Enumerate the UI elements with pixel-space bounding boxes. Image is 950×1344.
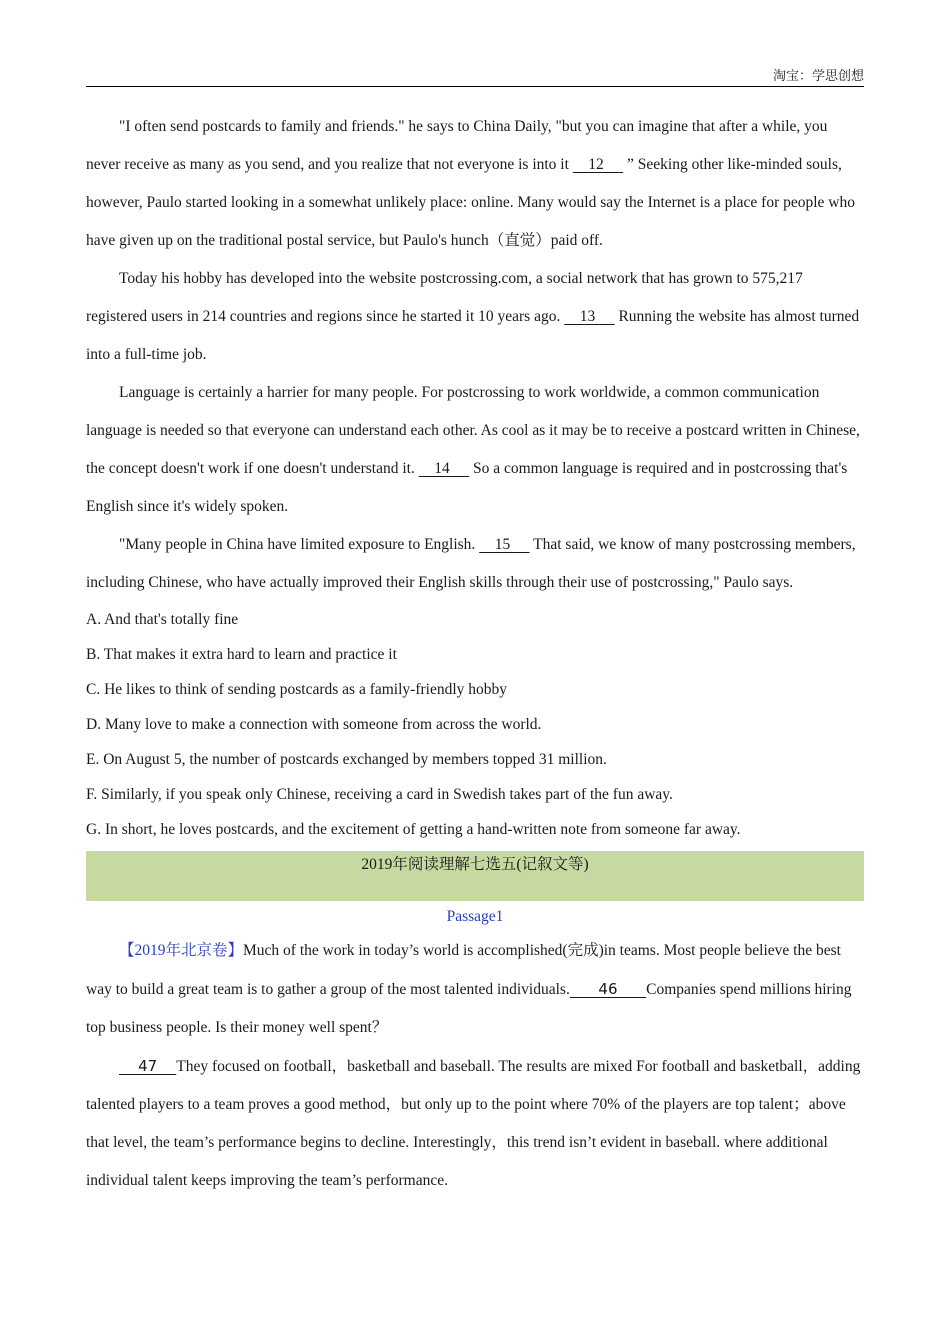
blank-13: 13: [564, 308, 615, 325]
document-body: [86, 108, 864, 1200]
paragraph-4: [86, 526, 864, 602]
paragraph-text: Much of the work in today’s world is accomplished(完成)in teams. Most people believe the best way to build a great team is to gather a group of the most talented individuals.: [86, 942, 841, 998]
blank-15: 15: [479, 536, 530, 553]
paragraph-text: Companies spend millions hiring top business people. Is their money well spent？: [86, 981, 852, 1036]
paragraph-text: Running the website has almost turned into a full-time job.: [86, 308, 860, 363]
paragraph-text: Today his hobby has developed into the website postcrossing.com, a social network that has grown to 575,217 registered users in 214 countries and regions since he started it 10 years ago.: [86, 270, 803, 325]
blank-12: 12: [572, 156, 624, 173]
page-header: [86, 66, 864, 87]
option-g: G. In short, he loves postcards, and the excitement of getting a hand-written note from someone far away.: [86, 821, 741, 838]
paragraph-2: [86, 260, 864, 374]
option-d: D. Many love to make a connection with someone from across the world.: [86, 716, 542, 733]
option-a: A. And that's totally fine: [86, 611, 239, 628]
option-c: C. He likes to think of sending postcards as a family-friendly hobby: [86, 681, 508, 698]
paragraph-text: "I often send postcards to family and friends." he says to China Daily, "but you can imagine that after a while, you never receive as many as you send, and you realize that not everyone is into it: [86, 118, 828, 173]
options-list: [86, 602, 864, 847]
option-f: F. Similarly, if you speak only Chinese, receiving a card in Swedish takes part of the fun away.: [86, 786, 673, 803]
paragraph-text: ” Seeking other like-minded souls, however, Paulo started looking in a somewhat unlikely place: online. Many would say the Internet is a place for people who have given up on the traditional postal service, but Paulo's hunch（直觉）paid off.: [86, 156, 856, 249]
paragraph-text: "Many people in China have limited exposure to English.: [119, 536, 480, 553]
blank-47: 47: [119, 1057, 177, 1075]
header-text: 淘宝：学思创想: [772, 68, 864, 83]
passage-paragraph-2: [86, 1047, 864, 1200]
banner-title: 2019年阅读理解七选五(记叙文等): [361, 856, 589, 873]
section-banner: [86, 851, 864, 901]
option-b: B. That makes it extra hard to learn and practice it: [86, 646, 397, 663]
passage-title: Passage1: [446, 908, 504, 925]
passage-paragraph-1: [86, 932, 864, 1047]
paragraph-3: [86, 374, 864, 526]
paragraph-text: That said, we know of many postcrossing members, including Chinese, who have actually improved their English skills through their use of postcrossing," Paulo says.: [86, 536, 856, 591]
paragraph-text: They focused on football，basketball and baseball. The results are mixed For football and basketball，adding talented players to a team proves a good method，but only up to the point where 70% of the players are top talent；above that level, the team’s performance begins to decline. Interestingly，this trend isn’t evident in baseball. where additional individual talent keeps improving the team’s performance.: [86, 1058, 861, 1189]
blank-46: 46: [569, 980, 647, 998]
blank-14: 14: [418, 460, 470, 477]
paragraph-1: [86, 108, 864, 260]
source-tag: 【2019年北京卷】: [119, 942, 244, 959]
option-e: E. On August 5, the number of postcards exchanged by members topped 31 million.: [86, 751, 607, 768]
paragraph-text: Language is certainly a harrier for many people. For postcrossing to work worldwide, a common communication language is needed so that everyone can understand each other. As cool as it may be to receive a postcard written in Chinese, the concept doesn't work if one doesn't understand it.: [86, 384, 860, 477]
paragraph-text: So a common language is required and in postcrossing that's English since it's widely spoken.: [86, 460, 848, 515]
